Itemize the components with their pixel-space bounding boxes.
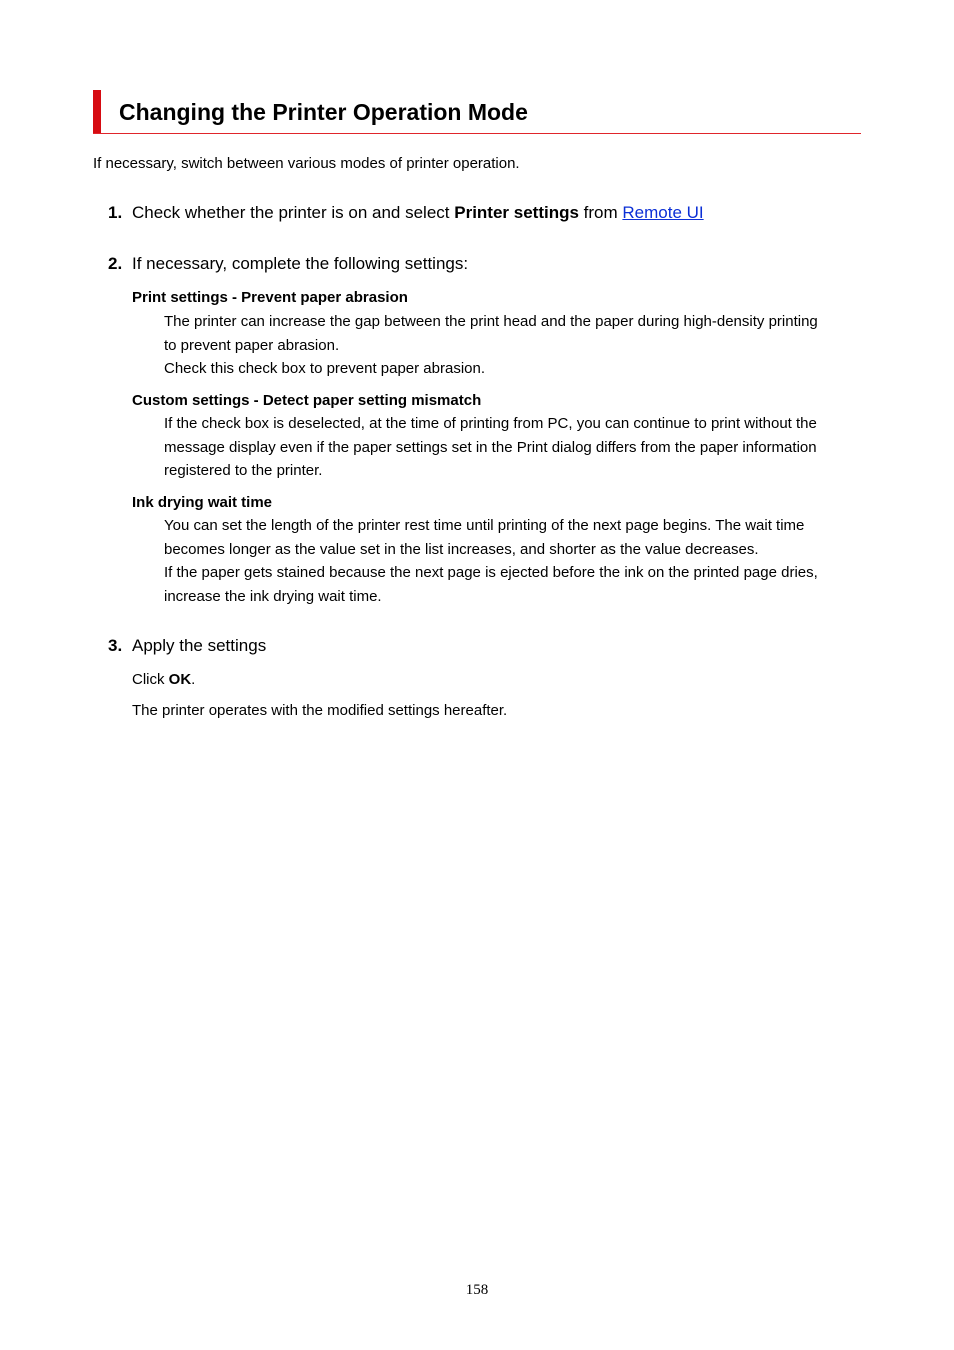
click-prefix: Click — [132, 671, 169, 688]
setting-description: If the check box is deselected, at the time of printing from PC, you can continue to print without the — [164, 415, 817, 432]
click-ok-instruction — [132, 671, 195, 688]
ok-term: OK — [168, 671, 192, 688]
title-accent-bar — [93, 90, 101, 133]
setting-description: becomes longer as the value set in the list increases, and shorter as the value decreases. — [164, 541, 759, 558]
setting-title: Ink drying wait time — [132, 494, 273, 511]
setting-description: increase the ink drying wait time. — [164, 588, 382, 605]
step-3 — [108, 636, 266, 656]
step-1 — [108, 203, 704, 223]
setting-description: registered to the printer. — [164, 462, 323, 479]
step-number: 1. — [108, 203, 123, 222]
result-text: The printer operates with the modified settings hereafter. — [132, 702, 508, 719]
setting-description: The printer can increase the gap between the print head and the paper during high-density printing — [164, 313, 818, 330]
page-header — [93, 90, 861, 134]
step-number: 3. — [108, 636, 123, 655]
step-text: Check whether the printer is on and select — [132, 203, 455, 222]
setting-description: If the paper gets stained because the next page is ejected before the ink on the printed page dries, — [164, 564, 818, 581]
setting-description: message display even if the paper settings set in the Print dialog differs from the paper information — [164, 439, 817, 456]
step-text: If necessary, complete the following settings: — [132, 254, 469, 273]
intro-text: If necessary, switch between various modes of printer operation. — [93, 155, 520, 172]
setting-description: You can set the length of the printer rest time until printing of the next page begins. The wait time — [164, 517, 805, 534]
remote-ui-link[interactable]: Remote UI — [622, 203, 704, 222]
setting-description: Check this check box to prevent paper abrasion. — [164, 360, 486, 377]
setting-title: Print settings - Prevent paper abrasion — [132, 289, 408, 306]
click-suffix: . — [191, 671, 196, 688]
setting-description: to prevent paper abrasion. — [164, 337, 340, 354]
setting-title: Custom settings - Detect paper setting mismatch — [132, 392, 482, 409]
page-number: 158 — [465, 1282, 489, 1298]
step-number: 2. — [108, 254, 123, 273]
step-bold-term: Printer settings — [454, 203, 579, 222]
page-title: Changing the Printer Operation Mode — [119, 99, 528, 125]
step-text-middle: from — [578, 203, 623, 222]
step-text: Apply the settings — [132, 636, 267, 655]
step-2 — [108, 254, 468, 274]
